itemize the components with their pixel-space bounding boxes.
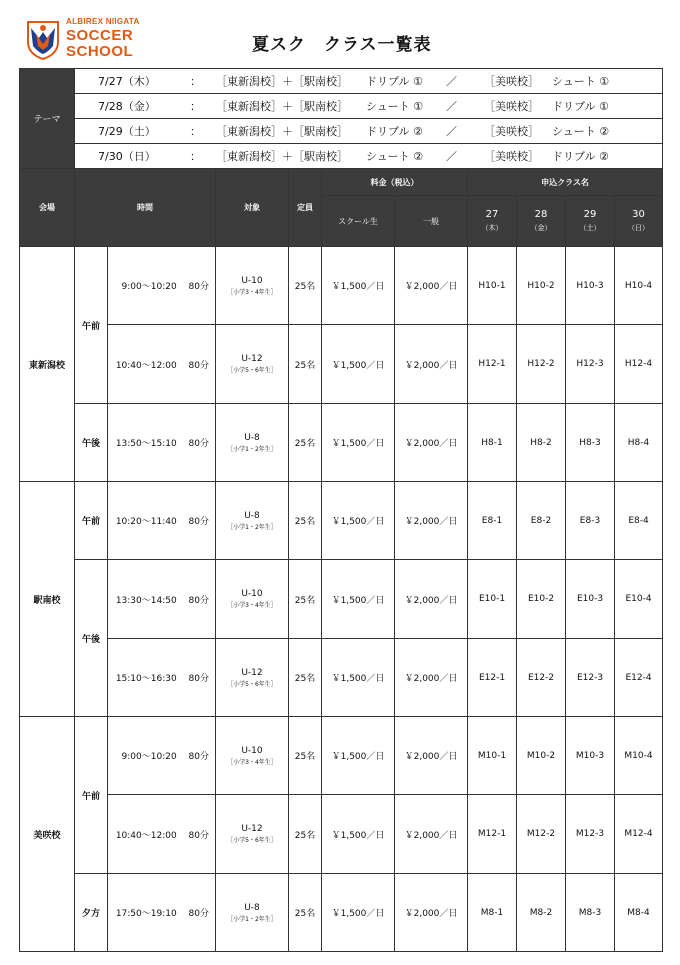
theme-skill: シュート ② bbox=[366, 150, 424, 163]
class-code: M12-3 bbox=[566, 795, 615, 874]
fee-member-cell: ￥1,500／日 bbox=[322, 795, 395, 874]
day-header bbox=[566, 196, 615, 247]
theme-slash: ／ bbox=[446, 125, 457, 138]
fee-member-cell: ￥1,500／日 bbox=[322, 717, 395, 795]
theme-date: 7/29（土） bbox=[98, 125, 156, 138]
logo-line1: SOCCER bbox=[66, 27, 134, 44]
time-cell: 10:40〜12:00 80分 bbox=[108, 795, 216, 874]
theme-row bbox=[20, 69, 663, 94]
grade-range: ［小学3・4年生］ bbox=[227, 758, 277, 766]
theme-skill: シュート ① bbox=[366, 100, 424, 113]
class-code: H8-4 bbox=[615, 404, 663, 482]
class-code: E10-4 bbox=[615, 560, 663, 639]
capacity-cell: 25名 bbox=[289, 482, 322, 560]
target-cell bbox=[216, 717, 289, 795]
class-code: M10-2 bbox=[517, 717, 566, 795]
class-code: E10-3 bbox=[566, 560, 615, 639]
fee-general-cell: ￥2,000／日 bbox=[395, 717, 468, 795]
capacity-cell: 25名 bbox=[289, 717, 322, 795]
theme-slash: ／ bbox=[446, 100, 457, 113]
period-label: 午前 bbox=[75, 247, 108, 404]
table-row bbox=[20, 325, 663, 404]
class-code: H12-2 bbox=[517, 325, 566, 404]
grade-range: ［小学1・2年生］ bbox=[227, 445, 277, 453]
capacity-cell: 25名 bbox=[289, 639, 322, 717]
logo bbox=[26, 14, 156, 66]
table-row bbox=[20, 560, 663, 639]
class-code: E10-2 bbox=[517, 560, 566, 639]
target-cell bbox=[216, 874, 289, 952]
class-code: M12-2 bbox=[517, 795, 566, 874]
age-group: U-8 bbox=[244, 510, 260, 521]
class-code: E8-4 bbox=[615, 482, 663, 560]
fee-general-cell: ￥2,000／日 bbox=[395, 325, 468, 404]
theme-row bbox=[20, 119, 663, 144]
theme-skill: シュート ① bbox=[552, 75, 610, 88]
age-group: U-12 bbox=[241, 667, 263, 678]
time-cell: 10:20〜11:40 80分 bbox=[108, 482, 216, 560]
class-code: M8-3 bbox=[566, 874, 615, 952]
fee-general-cell: ￥2,000／日 bbox=[395, 639, 468, 717]
day-header bbox=[468, 196, 517, 247]
class-code: H12-3 bbox=[566, 325, 615, 404]
class-code: H10-4 bbox=[615, 247, 663, 325]
theme-date: 7/28（金） bbox=[98, 100, 156, 113]
capacity-cell: 25名 bbox=[289, 560, 322, 639]
day-weekday: （木） bbox=[481, 224, 503, 232]
classes-header: 申込クラス名 bbox=[468, 169, 663, 196]
theme-schools: ［東新潟校］＋［駅南校］ bbox=[216, 150, 348, 163]
venue-name: 美咲校 bbox=[20, 717, 75, 952]
theme-school: ［美咲校］ bbox=[484, 75, 539, 88]
theme-skill: ドリブル ① bbox=[552, 100, 609, 113]
theme-separator: ： bbox=[190, 150, 201, 163]
grade-range: ［小学1・2年生］ bbox=[227, 915, 277, 923]
target-cell bbox=[216, 247, 289, 325]
fee-member-cell: ￥1,500／日 bbox=[322, 874, 395, 952]
fee-general-cell: ￥2,000／日 bbox=[395, 404, 468, 482]
target-cell bbox=[216, 639, 289, 717]
target-cell bbox=[216, 325, 289, 404]
theme-schools: ［東新潟校］＋［駅南校］ bbox=[216, 100, 348, 113]
time-cell: 15:10〜16:30 80分 bbox=[108, 639, 216, 717]
table-row bbox=[20, 482, 663, 560]
day-weekday: （日） bbox=[628, 224, 650, 232]
theme-skill: ドリブル ② bbox=[552, 150, 609, 163]
period-label: 午前 bbox=[75, 717, 108, 874]
class-code: H8-3 bbox=[566, 404, 615, 482]
theme-skill: ドリブル ① bbox=[366, 75, 423, 88]
class-code: E12-3 bbox=[566, 639, 615, 717]
class-code: M8-4 bbox=[615, 874, 663, 952]
logo-top-text: ALBIREX NIIGATA bbox=[66, 17, 140, 26]
theme-schools: ［東新潟校］＋［駅南校］ bbox=[216, 125, 348, 138]
theme-date: 7/30（日） bbox=[98, 150, 156, 163]
day-number: 30 bbox=[632, 209, 645, 220]
class-code: H8-1 bbox=[468, 404, 517, 482]
day-weekday: （土） bbox=[579, 224, 601, 232]
theme-separator: ： bbox=[190, 125, 201, 138]
theme-school: ［美咲校］ bbox=[484, 100, 539, 113]
theme-slash: ／ bbox=[446, 75, 457, 88]
age-group: U-10 bbox=[241, 745, 263, 756]
day-header bbox=[517, 196, 566, 247]
fee-general-header: 一般 bbox=[395, 196, 468, 247]
period-label: 午後 bbox=[75, 404, 108, 482]
target-cell bbox=[216, 404, 289, 482]
class-code: E8-1 bbox=[468, 482, 517, 560]
theme-row bbox=[20, 94, 663, 119]
fee-general-cell: ￥2,000／日 bbox=[395, 247, 468, 325]
capacity-cell: 25名 bbox=[289, 404, 322, 482]
class-code: H10-3 bbox=[566, 247, 615, 325]
theme-school: ［美咲校］ bbox=[484, 125, 539, 138]
theme-separator: ： bbox=[190, 75, 201, 88]
fee-general-cell: ￥2,000／日 bbox=[395, 795, 468, 874]
class-code: E12-1 bbox=[468, 639, 517, 717]
fee-member-cell: ￥1,500／日 bbox=[322, 247, 395, 325]
fee-general-cell: ￥2,000／日 bbox=[395, 482, 468, 560]
venue-header: 会場 bbox=[20, 169, 75, 247]
theme-row bbox=[20, 144, 663, 169]
class-code: E12-2 bbox=[517, 639, 566, 717]
age-group: U-12 bbox=[241, 824, 263, 834]
table-row bbox=[20, 639, 663, 717]
day-number: 29 bbox=[583, 209, 597, 220]
table-row bbox=[20, 404, 663, 482]
age-group: U-10 bbox=[241, 275, 263, 286]
capacity-cell: 25名 bbox=[289, 874, 322, 952]
capacity-cell: 25名 bbox=[289, 795, 322, 874]
time-cell: 13:50〜15:10 80分 bbox=[108, 404, 216, 482]
fee-general-cell: ￥2,000／日 bbox=[395, 874, 468, 952]
venue-name: 東新潟校 bbox=[20, 247, 75, 482]
period-label: 午後 bbox=[75, 560, 108, 717]
fee-member-header: スクール生 bbox=[322, 196, 395, 247]
class-code: H12-4 bbox=[615, 325, 663, 404]
fee-member-cell: ￥1,500／日 bbox=[322, 482, 395, 560]
capacity-cell: 25名 bbox=[289, 247, 322, 325]
table-row bbox=[20, 247, 663, 325]
class-code: H8-2 bbox=[517, 404, 566, 482]
target-header: 対象 bbox=[216, 169, 289, 247]
class-code: H10-1 bbox=[468, 247, 517, 325]
logo-line2: SCHOOL bbox=[66, 43, 134, 60]
grade-range: ［小学1・2年生］ bbox=[227, 523, 277, 531]
grade-range: ［小学3・4年生］ bbox=[227, 602, 277, 609]
time-cell: 9:00〜10:20 80分 bbox=[108, 717, 216, 795]
fee-member-cell: ￥1,500／日 bbox=[322, 404, 395, 482]
class-code: E10-1 bbox=[468, 560, 517, 639]
class-code: M10-3 bbox=[566, 717, 615, 795]
class-code: M10-4 bbox=[615, 717, 663, 795]
day-number: 27 bbox=[485, 209, 499, 220]
time-cell: 13:30〜14:50 80分 bbox=[108, 560, 216, 639]
theme-skill: ドリブル ② bbox=[366, 125, 423, 138]
fee-member-cell: ￥1,500／日 bbox=[322, 560, 395, 639]
class-code: M12-4 bbox=[615, 795, 663, 874]
theme-slash: ／ bbox=[446, 150, 457, 163]
fee-member-cell: ￥1,500／日 bbox=[322, 639, 395, 717]
class-code: M10-1 bbox=[468, 717, 517, 795]
page-title: 夏スク クラス一覧表 bbox=[252, 35, 432, 55]
target-cell bbox=[216, 482, 289, 560]
class-code: E12-4 bbox=[615, 639, 663, 717]
class-code: H10-2 bbox=[517, 247, 566, 325]
table-row bbox=[20, 874, 663, 952]
capacity-header: 定員 bbox=[289, 169, 322, 247]
period-label: 夕方 bbox=[75, 874, 108, 952]
fee-general-cell: ￥2,000／日 bbox=[395, 560, 468, 639]
fee-member-cell: ￥1,500／日 bbox=[322, 325, 395, 404]
theme-skill: シュート ② bbox=[552, 125, 610, 138]
day-weekday: （金） bbox=[530, 224, 552, 232]
class-code: M8-2 bbox=[517, 874, 566, 952]
class-code: E8-3 bbox=[566, 482, 615, 560]
age-group: U-10 bbox=[241, 589, 263, 599]
venue-name: 駅南校 bbox=[20, 482, 75, 717]
theme-school: ［美咲校］ bbox=[484, 150, 539, 163]
theme-separator: ： bbox=[190, 100, 201, 113]
time-cell: 10:40〜12:00 80分 bbox=[108, 325, 216, 404]
age-group: U-12 bbox=[241, 354, 263, 364]
time-cell: 9:00〜10:20 80分 bbox=[108, 247, 216, 325]
capacity-cell: 25名 bbox=[289, 325, 322, 404]
time-header: 時間 bbox=[75, 169, 216, 247]
table-row bbox=[20, 717, 663, 795]
day-header bbox=[615, 196, 663, 247]
class-code: M8-1 bbox=[468, 874, 517, 952]
class-code: E8-2 bbox=[517, 482, 566, 560]
grade-range: ［小学5・6年生］ bbox=[227, 837, 277, 844]
theme-label: テーマ bbox=[20, 69, 75, 169]
theme-date: 7/27（木） bbox=[98, 75, 156, 88]
fee-header: 料金（税込） bbox=[322, 169, 468, 196]
grade-range: ［小学5・6年生］ bbox=[227, 680, 277, 688]
target-cell bbox=[216, 560, 289, 639]
target-cell bbox=[216, 795, 289, 874]
theme-schools: ［東新潟校］＋［駅南校］ bbox=[216, 75, 348, 88]
grade-range: ［小学5・6年生］ bbox=[227, 367, 277, 374]
table-row bbox=[20, 795, 663, 874]
time-cell: 17:50〜19:10 80分 bbox=[108, 874, 216, 952]
albirex-emblem-icon bbox=[26, 20, 60, 60]
period-label: 午前 bbox=[75, 482, 108, 560]
grade-range: ［小学3・4年生］ bbox=[227, 288, 277, 296]
column-header-row bbox=[20, 169, 663, 196]
day-number: 28 bbox=[534, 209, 548, 220]
class-code: M12-1 bbox=[468, 795, 517, 874]
age-group: U-8 bbox=[244, 902, 260, 913]
class-table bbox=[19, 68, 663, 952]
class-code: H12-1 bbox=[468, 325, 517, 404]
age-group: U-8 bbox=[244, 432, 260, 443]
